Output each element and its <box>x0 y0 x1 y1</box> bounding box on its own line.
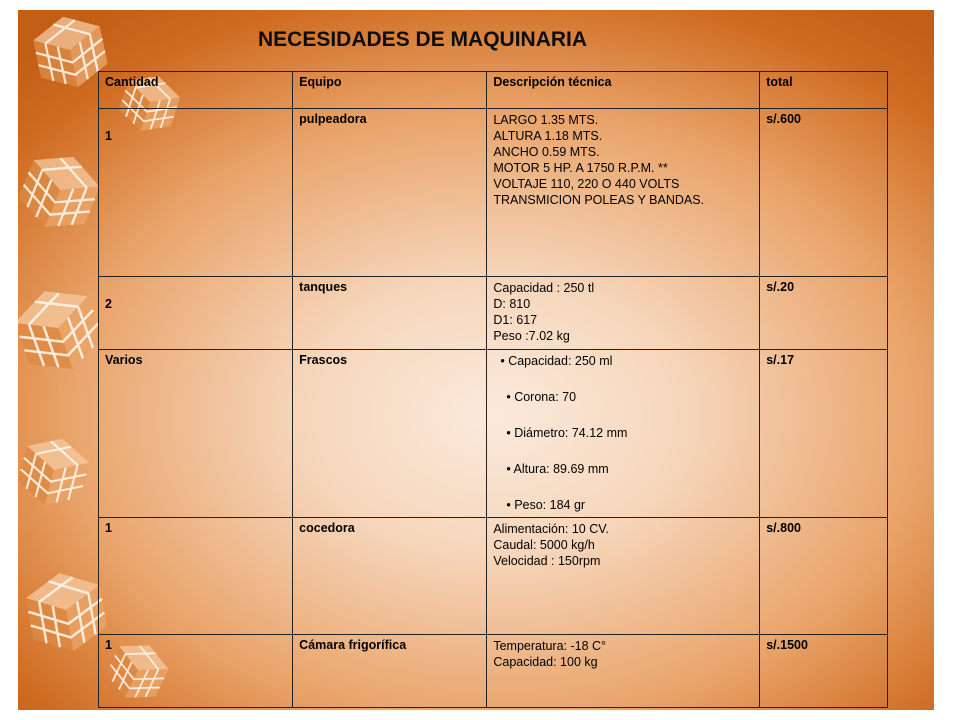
cell-total: s/.20 <box>760 277 888 350</box>
desc-line: Velocidad : 150rpm <box>493 554 601 568</box>
cell-descripcion <box>487 350 760 518</box>
cell-total: s/.600 <box>760 109 888 277</box>
table-row <box>99 635 888 708</box>
desc-line: D: 810 <box>493 297 531 311</box>
cell-total: s/.17 <box>760 350 888 518</box>
machinery-table <box>98 71 888 708</box>
table-row <box>99 350 888 518</box>
desc-line: MOTOR 5 HP. A 1750 R.P.M. ** <box>493 161 668 175</box>
table-row <box>99 518 888 635</box>
cell-equipo: pulpeadora <box>293 109 487 277</box>
header-total: total <box>760 72 888 109</box>
list-item: • Corona: 70 <box>506 390 577 404</box>
slide <box>18 10 934 710</box>
table-row <box>99 109 888 277</box>
cell-cantidad: 1 <box>99 518 293 635</box>
desc-line: ANCHO 0.59 MTS. <box>493 145 600 159</box>
cell-equipo: Cámara frigorífica <box>293 635 487 708</box>
desc-line: Temperatura: -18 C° <box>493 639 607 653</box>
cell-cantidad: 1 <box>99 109 293 277</box>
cell-cantidad: 2 <box>99 277 293 350</box>
desc-line: LARGO 1.35 MTS. <box>493 113 599 127</box>
header-equipo: Equipo <box>293 72 487 109</box>
cell-cantidad: 1 <box>99 635 293 708</box>
desc-line: Alimentación: 10 CV. <box>493 522 609 536</box>
list-item: • Peso: 184 gr <box>506 498 586 512</box>
list-item: • Altura: 89.69 mm <box>506 462 609 476</box>
desc-line: Capacidad : 250 tl <box>493 281 595 295</box>
header-descripcion: Descripción técnica <box>487 72 760 109</box>
list-item: • Capacidad: 250 ml <box>500 354 613 368</box>
desc-line: TRANSMICION POLEAS Y BANDAS. <box>493 193 705 207</box>
cell-descripcion <box>487 109 760 277</box>
desc-line: ALTURA 1.18 MTS. <box>493 129 603 143</box>
table-row <box>99 277 888 350</box>
cell-equipo: Frascos <box>293 350 487 518</box>
bullet-list <box>493 353 753 513</box>
cell-total: s/.800 <box>760 518 888 635</box>
desc-line: Capacidad: 100 kg <box>493 655 598 669</box>
cell-descripcion <box>487 635 760 708</box>
cell-descripcion <box>487 518 760 635</box>
desc-line: VOLTAJE 110, 220 O 440 VOLTS <box>493 177 680 191</box>
desc-line: Caudal: 5000 kg/h <box>493 538 595 552</box>
desc-line: D1: 617 <box>493 313 538 327</box>
table-header-row <box>99 72 888 109</box>
cell-equipo: tanques <box>293 277 487 350</box>
cell-descripcion <box>487 277 760 350</box>
cell-total: s/.1500 <box>760 635 888 708</box>
header-cantidad: Cantidad <box>99 72 293 109</box>
cell-equipo: cocedora <box>293 518 487 635</box>
list-item: • Diámetro: 74.12 mm <box>506 426 628 440</box>
desc-line: Peso :7.02 kg <box>493 329 570 343</box>
cell-cantidad: Varios <box>99 350 293 518</box>
slide-title: NECESIDADES DE MAQUINARIA <box>258 28 588 51</box>
